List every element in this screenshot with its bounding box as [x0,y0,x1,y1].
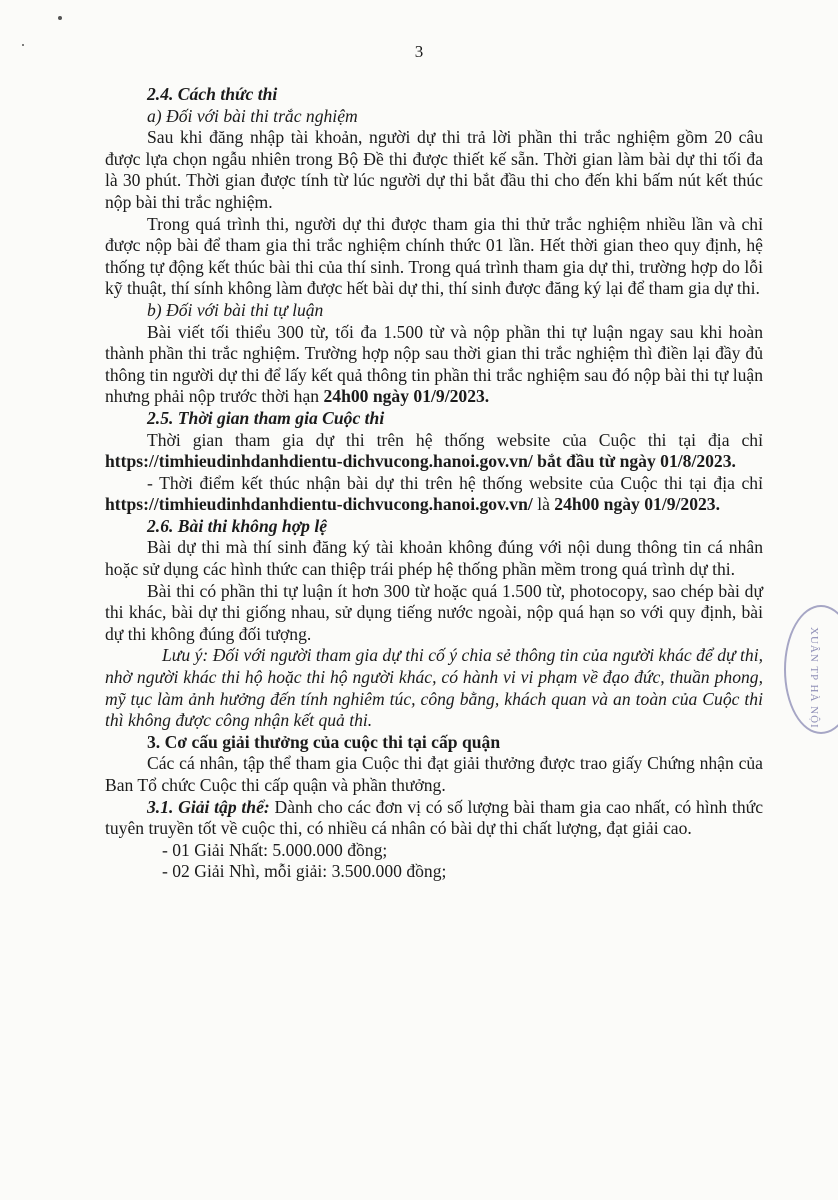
section-3-1-text: Dành cho các đơn vị có số lượng bài tham gia cao nhất, có hình thức tuyên truyền tốt về cuộc thi, có nhiều cá nhân có bài dự thi chất lượng, đạt giải cao. [105,796,764,839]
scan-speck [22,44,24,46]
official-seal [784,605,838,734]
section-2-4-a-para-1: Sau khi đăng nhập tài khoản, người dự thi trả lời phần thi trắc nghiệm gồm 20 câu được lựa chọn ngẫu nhiên trong Bộ Đề thi được thiết kế sẵn. Thời gian làm bài dự thi tối đa là 30 phút. Thời gian được tính từ lúc người dự thi bắt đầu thi cho đến khi bấm nút kết thúc nộp bài thi trắc nghiệm. [105,127,763,212]
contest-url-2: https://timhieudinhdanhdientu-dichvucong.hanoi.gov.vn/ [105,494,533,515]
section-2-4-b-title: b) Đối với bài thi tự luận [147,299,324,320]
section-2-4-title: 2.4. Cách thức thi [147,84,278,104]
section-2-5-para-1 [105,430,763,473]
seal-text: XUÂN TP HÀ NỘI [808,627,820,729]
section-2-5-para-2 [105,473,763,516]
scan-speck [58,16,62,20]
section-3-1-para [105,797,763,840]
section-2-4-b-para-1 [105,322,763,408]
s25-lead: Thời gian tham gia dự thi trên hệ thống website của Cuộc thi tại địa chỉ [147,429,763,450]
s25-deadline: 24h00 ngày 01/9/2023. [554,494,720,515]
section-2-5-title: 2.5. Thời gian tham gia Cuộc thi [147,407,385,428]
prize-item-1: - 01 Giải Nhất: 5.000.000 đồng; [162,839,388,860]
section-3-para-1: Các cá nhân, tập thể tham gia Cuộc thi đạt giải thưởng được trao giấy Chứng nhận của Ban Tổ chức Cuộc thi cấp quận và phần thưởng. [105,753,763,795]
section-2-6-note: Lưu ý: Đối với người tham gia dự thi cố ý chia sẻ thông tin của người khác để dự thi, nhờ người khác thi hộ hoặc thi hộ người khác, có hành vi vi phạm về đạo đức, thuần phong, mỹ tục làm ảnh hưởng đến tính nghiêm túc, công bằng, khách quan và an toàn của Cuộc thi thì không được công nhận kết quả thi. [105,645,763,731]
s25-lead-2: - Thời điểm kết thúc nhận bài dự thi trên hệ thống website của Cuộc thi tại địa chỉ [147,472,763,493]
section-2-6-para-1: Bài dự thi mà thí sinh đăng ký tài khoản không đúng với nội dung thông tin cá nhân hoặc sử dụng các hình thức can thiệp trái phép hệ thống phần mềm trong quá trình dự thi. [105,537,763,580]
s25-tail: là [537,494,550,515]
document-body [105,84,763,883]
prize-item-2: - 02 Giải Nhì, mỗi giải: 3.500.000 đồng; [162,861,447,882]
b-para-text: Bài viết tối thiểu 300 từ, tối đa 1.500 từ và nộp phần thi tự luận ngay sau khi hoàn thành phần thi trắc nghiệm. Trường hợp nộp sau thời gian thi trắc nghiệm thì điền lại đầy đủ thông tin người dự thi để lấy kết quả thông tin phần thi trắc nghiệm sau đó nộp bài thi tự luận nhưng phải nộp trước thời hạn [105,321,763,407]
section-2-6-title: 2.6. Bài thi không hợp lệ [147,515,328,536]
contest-url: https://timhieudinhdanhdientu-dichvucong.hanoi.gov.vn/ bắt đầu từ ngày 01/8/2023. [105,451,736,472]
page-number: 3 [414,42,424,61]
section-2-4-a-title: a) Đối với bài thi trắc nghiệm [147,105,358,126]
section-2-6-para-2: Bài thi có phần thi tự luận ít hơn 300 từ hoặc quá 1.500 từ, photocopy, sao chép bài dự thi khác, bài dự thi giống nhau, sử dụng tiếng nước ngoài, nộp quá hạn so với quy định, bài dự thi không đúng đối tượng. [105,580,763,644]
section-3-title: 3. Cơ cấu giải thưởng của cuộc thi tại cấp quận [147,731,501,752]
section-2-4-a-para-2: Trong quá trình thi, người dự thi được tham gia thi thử trắc nghiệm nhiều lần và chỉ được nộp bài để tham gia thi trắc nghiệm chính thức 01 lần. Hết thời gian theo quy định, hệ thống tự động kết thúc bài thi của thí sinh. Trong quá trình tham gia dự thi, trường hợp do lỗi kỹ thuật, thí sính không làm được hết bài dự thi, thí sinh được đăng ký lại để tham gia dự thi. [105,213,763,299]
b-deadline: 24h00 ngày 01/9/2023. [323,386,490,407]
section-3-1-label: 3.1. Giải tập thể: [147,796,270,817]
